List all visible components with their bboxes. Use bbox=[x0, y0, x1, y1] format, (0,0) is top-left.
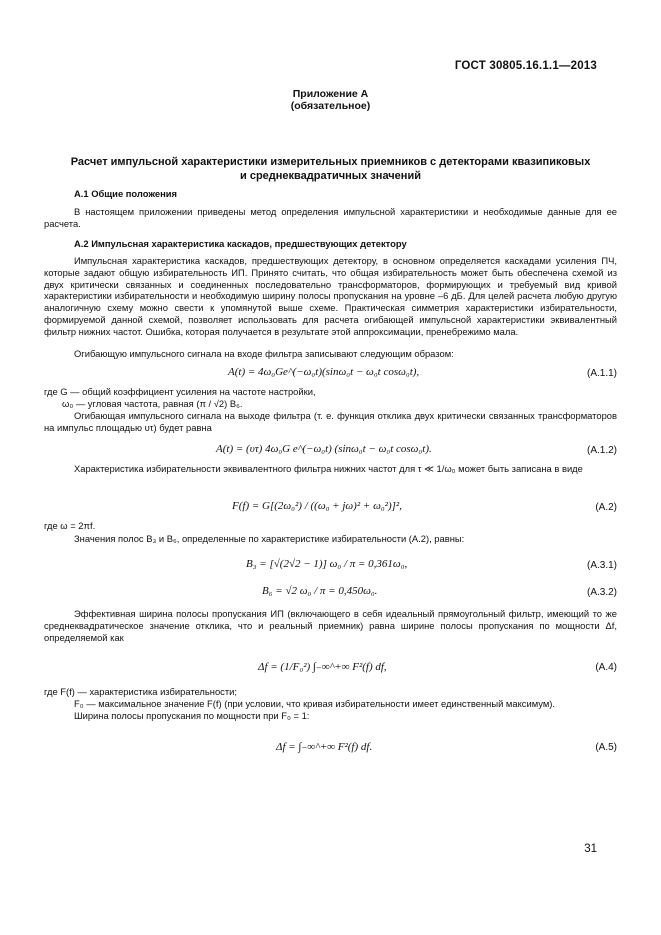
formula-a2: F(f) = G[(2ω₀²) / ((ω₀ + jω)² + ω₀²)]², bbox=[232, 500, 402, 512]
formula-a11: A(t) = 4ω₀Ge^(−ω₀t)(sinω₀t − ω₀t cosω₀t), bbox=[228, 366, 420, 378]
appendix-label bbox=[0, 88, 661, 112]
section-a2-paragraph-2 bbox=[44, 348, 617, 360]
paragraph: Характеристика избирательности эквивалентного фильтра нижних частот для τ ≪ 1/ω₀ может быть записана в виде bbox=[74, 463, 583, 474]
section-a2-paragraph-7 bbox=[44, 710, 617, 722]
main-title-line-1: Расчет импульсной характеристики измерительных приемников с детекторами квазипиковых bbox=[70, 156, 591, 168]
formula-a32: B₆ = √2 ω₀ / π = 0,450ω₀. bbox=[262, 585, 378, 597]
paragraph: Огибающая импульсного сигнала на выходе фильтра (т. е. функция отклика двух критически связанных трансформаторов на импульс площадью υτ) будет равна bbox=[44, 410, 617, 433]
equation-number-a5: (А.5) bbox=[595, 742, 617, 753]
main-title bbox=[0, 155, 661, 183]
appendix-title: Приложение А bbox=[292, 88, 369, 100]
where-omega: где ω = 2πf. bbox=[44, 520, 96, 531]
formula-a4: Δf = (1/F₀²) ∫₋∞^+∞ F²(f) df, bbox=[258, 661, 387, 673]
equation-number-a2: (А.2) bbox=[595, 502, 617, 513]
equation-number-a12: (А.1.2) bbox=[586, 445, 617, 456]
paragraph: Огибающую импульсного сигнала на входе фильтра записывают следующим образом: bbox=[74, 348, 454, 359]
section-a2-paragraph-4 bbox=[44, 463, 617, 475]
paragraph: В настоящем приложении приведены метод определения импульсной характеристики и необходимые данные для ее расчета. bbox=[44, 206, 617, 229]
document-header: ГОСТ 30805.16.1.1—2013 bbox=[454, 60, 597, 72]
where-g: где G — общий коэффициент усиления на частоте настройки, bbox=[44, 386, 316, 397]
section-a1-text bbox=[44, 206, 617, 230]
where-fcharacteristic: где F(f) — характеристика избирательности; bbox=[44, 686, 237, 697]
formula-a5: Δf = ∫₋∞^+∞ F²(f) df. bbox=[276, 741, 373, 753]
formula-a31: B₃ = [√(2√2 − 1)] ω₀ / π = 0,361ω₀, bbox=[246, 558, 408, 570]
paragraph: Ширина полосы пропускания по мощности при F₀ = 1: bbox=[74, 710, 310, 721]
page-number: 31 bbox=[584, 843, 597, 855]
appendix-kind: (обязательное) bbox=[290, 100, 371, 112]
paragraph: Импульсная характеристика каскадов, предшествующих детектору, в основном определяется каскадами усиления ПЧ, которые задают общую избирательность ИП. Принято считать, что общая избирательность может быть обеспечена схемой из двух критически связанных и соединенных последовательно трансформаторов, формирующих и требуемый вид кривой характеристики избирательности и необходимую ширину полосы пропускания на уровне –6 дБ. Для целей расчета любую другую аналогичную схему можно свести к упомянутой выше схеме. Практическая симметрия характеристики избирательности, формируемой данной схемой, позволяет использовать для расчета огибающей импульсной характеристики эквивалентный фильтр нижних частот. Ошибка, которая получается в результате этой аппроксимации, пренебрежимо мала. bbox=[44, 255, 617, 337]
paragraph: Эффективная ширина полосы пропускания ИП (включающего в себя идеальный прямоугольный фильтр, имеющий то же среднеквадратическое значение отклика, что и реальный приемник) равна ширине полосы пропускания по мощности Δf, определяемой как bbox=[44, 608, 617, 643]
equation-number-a11: (А.1.1) bbox=[586, 368, 617, 379]
where-omega0: ω₀ — угловая частота, равная (π / √2) B₆. bbox=[62, 398, 243, 409]
section-a2-paragraph-3 bbox=[44, 410, 617, 434]
section-a2-paragraph-6 bbox=[44, 608, 617, 643]
where-f0: F₀ — максимальное значение F(f) (при условии, что кривая избирательности имеет единственный максимум). bbox=[74, 698, 556, 709]
section-a2-paragraph-5 bbox=[44, 533, 617, 545]
formula-a12: A(t) = (υτ) 4ω₀G e^(−ω₀t) (sinω₀t − ω₀t cosω₀t). bbox=[216, 443, 432, 455]
section-a2-paragraph-1 bbox=[44, 255, 617, 338]
paragraph: Значения полос B₃ и B₆, определенные по характеристике избирательности (А.2), равны: bbox=[74, 533, 465, 544]
section-a2-heading: А.2 Импульсная характеристика каскадов, предшествующих детектору bbox=[74, 238, 407, 249]
equation-number-a4: (А.4) bbox=[595, 662, 617, 673]
equation-number-a32: (А.3.2) bbox=[586, 587, 617, 598]
section-a1-heading: А.1 Общие положения bbox=[74, 188, 177, 199]
main-title-line-2: и среднеквадратичных значений bbox=[240, 170, 421, 182]
equation-number-a31: (А.3.1) bbox=[586, 560, 617, 571]
